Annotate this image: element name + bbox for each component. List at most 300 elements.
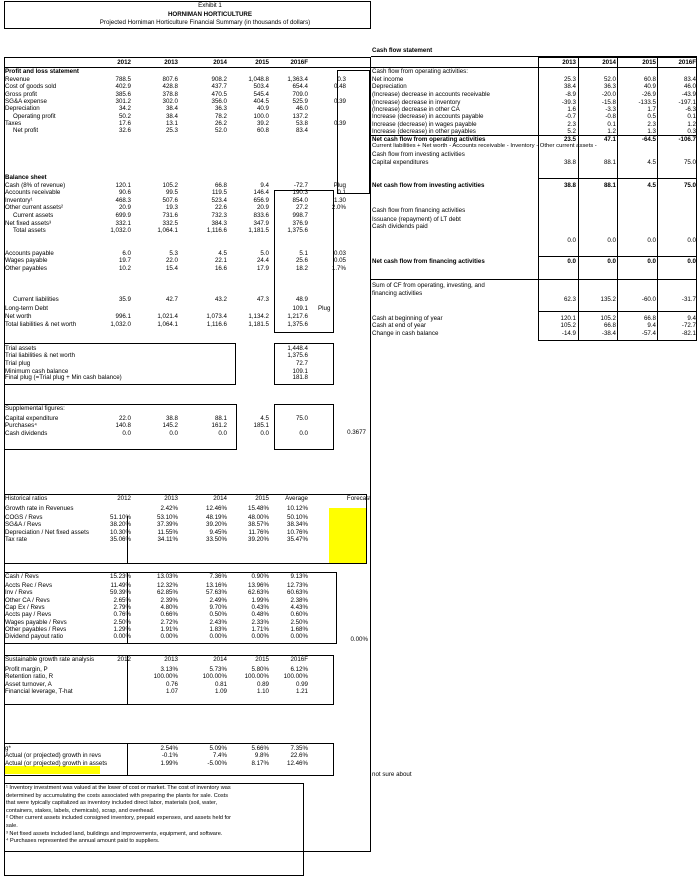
exhibit-label: Exhibit 1 [198,2,222,9]
year-header: 2016F [290,59,308,66]
bs-value: 24.4 [256,257,269,265]
bs-value: 376.9 [292,219,308,227]
ratio-value: 1.29% [113,625,131,633]
ratio-label: Depreciation / Net fixed assets [5,528,89,536]
supp-value: 0.0 [122,429,131,437]
cf-value: 38.8 [563,159,576,166]
bs-value: 384.3 [211,219,227,227]
bs-value: 25.6 [295,257,308,265]
trial-label: Trial liabilities & net worth [5,352,75,360]
pnl-value: 788.5 [115,76,131,83]
bs-value: 15.4 [165,264,178,272]
footnote: ⁴ Purchases represented the annual amount paid to suppliers. [6,838,160,845]
sgr-value: 100.00% [283,673,308,681]
ratio-value: 7.36% [209,573,227,580]
ratio-value: 1.91% [160,625,178,633]
cf-label: Issuance (repayment) of LT debt [372,216,461,223]
pnl-value: 356.0 [211,98,227,106]
ratio-col-header: 2012 [117,495,131,502]
bs-value: 105.2 [162,182,178,189]
ratio-value: 1.99% [251,596,269,604]
ratio-forecast: 0.00% [350,636,368,643]
bs-value: 5.3 [169,250,178,257]
sgr-value: 1.09 [214,688,227,696]
bs-assumption: 1.7% [331,264,346,272]
bs-value: 90.6 [118,189,131,197]
sgr-value: 0.99 [295,680,308,688]
cf-value: -133.5 [638,98,656,106]
trial-value: 1,448.4 [287,345,308,352]
sgr-label: Financial leverage, T-hat [5,688,73,696]
cf-total-value: 47.1 [603,136,616,143]
ratio-value: 2.33% [251,618,269,626]
supp-value: 0.0 [299,429,308,437]
cf-label: Increase (decrease) in other payables [372,127,476,135]
bs-value: 99.5 [165,189,178,197]
pnl-value: 38.4 [165,105,178,113]
sgr-value: 1.10 [256,688,269,696]
ratio-value: 39.20% [206,521,227,529]
ratio-value: 13.16% [206,581,227,589]
ratio-value: 0.00% [160,633,178,641]
cf-value: 1.7 [647,105,656,113]
supp-value: 75.0 [295,415,308,422]
bs-value: 1,021.4 [157,313,178,320]
year-header: 2012 [117,59,131,66]
pnl-value: 60.8 [256,127,269,135]
cf-label: Change in cash balance [372,329,439,337]
pnl-label: Depreciation [5,105,40,113]
sgr-col-header: 2016F [290,656,308,663]
bs-assumption: 1.30 [333,196,346,204]
pnl-value: 32.6 [118,127,131,135]
pnl-title: Profit and loss statement [5,68,79,75]
cf-value: 105.2 [600,315,616,322]
ratio-value: 9.13% [290,573,308,580]
cf-total-value: 0.0 [607,258,616,265]
cf-value: 25.3 [563,76,576,83]
supp-label: Capital expenditure [5,415,59,422]
cf-title: Cash flow statement [372,47,433,54]
cf-value: 46.0 [683,83,696,91]
ratio-label: Cap Ex / Revs [5,603,45,611]
bs-value: 6.0 [122,250,131,257]
bs-value: 1,217.6 [287,313,308,320]
bs-label: Other payables [5,264,47,272]
ratio-value: 15.23% [110,573,131,580]
ratio-value: 12.46% [206,505,227,512]
trial-value: 1,375.6 [287,352,308,360]
bs-value: 1,032.0 [110,227,131,235]
bs-value: 22.6 [214,204,227,212]
footnote: containers, stakes, labels, chemicals), scrap, and overhead. [6,807,155,814]
cf-label: (Increase) decrease in accounts receivable [372,90,490,98]
col-rule [127,655,128,705]
pnl-label: Revenue [5,76,30,83]
pnl-value: 52.0 [214,127,227,135]
bs-label: Total liabilities & net worth [5,321,77,328]
ratio-value: 0.43% [251,603,269,611]
sgr-value: 0.76 [165,680,178,688]
cf-year-header: 2013 [562,59,576,66]
sgr-box [4,655,334,705]
bs-value: 22.0 [165,257,178,265]
cf-value: -60.0 [641,296,656,303]
pnl-value: 437.7 [211,83,227,91]
ratio-value: 10.76% [287,528,308,536]
ratio-value: 2.79% [113,603,131,611]
pnl-label: SG&A expense [5,98,47,106]
bs-value: 523.4 [211,196,227,204]
bs-label: Net fixed assets³ [5,219,52,227]
bs-value: 43.2 [214,296,227,303]
bs-value: 656.9 [253,196,269,204]
ratio-value: 9.45% [209,528,227,536]
bs-value: 66.8 [214,182,227,189]
pnl-value: 428.8 [162,83,178,91]
sgr-label: Actual (or projected) growth in revs [5,752,101,760]
cf-value: -43.9 [681,90,696,98]
sgr-value: 5.09% [209,745,227,752]
cf-total-value: 0.0 [647,258,656,265]
sgr-box-2 [4,743,334,776]
bs-label: Cash (8% of revenue) [5,182,66,189]
ratio-col-header: Forecast [346,495,371,502]
cf-value: 60.8 [643,76,656,83]
ratio-value: 57.63% [206,589,227,597]
ratio-value: 38.20% [110,521,131,529]
sgr-value: 1.99% [160,759,178,767]
bs-value: 20.9 [256,204,269,212]
bs-value: 332.5 [162,219,178,227]
trial-box [4,343,236,385]
bs-value: 42.7 [165,296,178,303]
pnl-value: 709.0 [292,90,308,98]
cf-total-value: 23.5 [563,136,576,143]
cf-total-value: 88.1 [603,182,616,189]
ratio-value: 37.39% [157,521,178,529]
cf-value: 36.3 [603,83,616,91]
bs-value: 1,064.1 [157,321,178,328]
ratio-value: 12.32% [157,581,178,589]
ratio-label: Other CA / Revs [5,596,50,604]
bs-value: 48.9 [295,296,308,303]
sgr-value: 22.6% [290,752,308,760]
cf-total-value: 0.0 [687,258,696,265]
cf-year-header: 2016F [678,59,696,66]
cf-value: -72.7 [681,322,696,330]
cf-value: -3.3 [605,105,616,113]
bs-value: 1,375.6 [287,321,308,328]
trial-values-box [274,343,334,385]
ratio-label: Inv / Revs [5,589,33,597]
cf-value: -57.4 [641,329,656,337]
sgr-value: 2.54% [160,745,178,752]
cf-value: -39.3 [561,98,576,106]
rule-line [538,311,697,312]
ratio-label: Accts pay / Revs [5,611,52,619]
sgr-label: Actual (or projected) growth in assets [5,759,108,767]
bs-value: 1,073.4 [206,313,227,320]
ratio-value: 53.10% [157,513,178,521]
ratios-box-2 [4,572,337,644]
rule-line [657,57,658,341]
bs-label: Accounts payable [5,250,54,257]
cf-value: 38.4 [563,83,576,91]
ratio-value: 1.68% [290,625,308,633]
ratio-value: 12.73% [287,581,308,589]
rule-line [578,57,579,341]
ratio-value: 2.43% [209,618,227,626]
pnl-assumption: 0.39 [333,120,346,128]
trial-value: 109.1 [292,368,308,376]
ratio-col-header: 2015 [255,495,269,502]
sgr-value: 100.00% [202,673,227,681]
ratio-value: 1.83% [209,625,227,633]
cf-total-value: 75.0 [683,182,696,189]
pnl-value: 83.4 [295,127,308,135]
supp-value: 145.2 [162,422,178,430]
pnl-value: 26.2 [214,120,227,128]
trial-label: Minimum cash balance [5,368,69,376]
ratio-value: 48.00% [248,513,269,521]
bs-value: 4.5 [218,250,227,257]
cf-value: 88.1 [603,159,616,166]
cf-value: 52.0 [603,76,616,83]
ratio-value: 35.47% [287,535,308,543]
ratio-value: 50.10% [287,513,308,521]
cf-value: 2.3 [647,120,656,128]
bs-value: 35.9 [118,296,131,303]
footnote: determined by accumulating the costs associated with preparing the plants for sale. Costs [6,792,229,799]
cf-total-label: Net cash flow from investing activities [372,182,485,189]
cf-value: 0.5 [647,113,656,121]
pnl-label: Gross profit [5,90,37,98]
sgr-value: 3.13% [160,666,178,673]
cf-year-header: 2015 [642,59,656,66]
pnl-value: 36.3 [214,105,227,113]
bs-assumption: 0.1 [337,189,346,197]
bs-assumption: 2.0% [331,204,346,212]
pnl-value: 13.1 [165,120,178,128]
bs-assumption: 0.03 [333,250,346,257]
ratio-value: 13.96% [248,581,269,589]
cf-total-value: 4.5 [647,182,656,189]
ratio-value: 15.48% [248,505,269,512]
cf-value: 0.0 [687,237,696,244]
cf-value: -0.8 [605,113,616,121]
trial-label: Trial assets [5,345,37,352]
bs-assumption: Plug [318,305,331,312]
bs-value: 998.7 [292,212,308,220]
pnl-value: 53.8 [295,120,308,128]
bs-assumption: Plug [333,182,346,189]
ratio-value: 11.49% [110,581,131,589]
ratio-value: 33.50% [206,535,227,543]
ratio-value: 0.00% [290,633,308,641]
forecast-box [337,70,370,194]
ratio-value: 4.43% [290,603,308,611]
pnl-value: 908.2 [211,76,227,83]
pnl-value: 525.9 [292,98,308,106]
cf-value: 83.4 [683,76,696,83]
bs-value: 9.4 [260,182,269,189]
cf-label: Increase (decrease) in wages payable [372,120,477,128]
bs-value: 119.5 [211,189,227,197]
cf-label: financing activities [372,290,423,297]
bs-value: 5.1 [299,250,308,257]
cf-value: 9.4 [647,322,656,330]
cf-value: 5.2 [567,127,576,135]
sgr-value: 6.12% [290,666,308,673]
cf-value: 75.0 [683,159,696,166]
supp-value: 0.0 [218,429,227,437]
cf-value: 1.6 [567,105,576,113]
cf-value: 0.0 [567,237,576,244]
ratio-value: 34.11% [157,535,178,543]
ratio-value: 0.50% [209,611,227,619]
ratios-box [4,494,367,564]
pnl-value: 137.2 [292,112,308,120]
ratio-value: 39.20% [248,535,269,543]
pnl-value: 402.9 [115,83,131,91]
pnl-value: 1,048.8 [248,76,269,83]
cf-subtitle: Cash flow from operating activities: [372,68,468,75]
cf-label: Cash at end of year [372,322,427,330]
cf-value: 0.0 [607,237,616,244]
cf-value: 105.2 [560,322,576,330]
bs-label: Other current assets² [5,204,64,212]
note-text: not sure about [372,771,412,778]
ratio-value: 9.70% [209,603,227,611]
bs-value: 16.6 [214,264,227,272]
bs-value: 468.3 [115,196,131,204]
footnote: ² Other current assets included consigned inventory, prepaid expenses, and assets held for [6,815,232,822]
pnl-value: 34.2 [118,105,131,113]
bs-value: 833.6 [253,212,269,220]
ratio-value: 35.06% [110,535,131,543]
cf-value: 0.1 [687,113,696,121]
sgr-label: g* [5,745,11,752]
sgr-value: 100.00% [153,673,178,681]
bs-value: 1,116.6 [206,321,227,328]
ratios-title: Historical ratios [5,495,48,502]
ratio-value: 0.90% [251,573,269,580]
sgr-value: -5.00% [207,759,227,767]
cf-value: -31.7 [681,296,696,303]
ratio-value: 48.19% [206,513,227,521]
ratio-label: Tax rate [5,535,28,543]
footnote-box [4,783,304,876]
ratio-label: Growth rate in Revenues [5,505,74,512]
cf-subtitle: Cash flow from financing activities [372,207,466,214]
bs-label: Accounts receivable [5,189,61,197]
cf-value: 1.2 [687,120,696,128]
bs-label: Current assets [13,212,54,220]
bs-value: 1,032.0 [110,321,131,328]
year-header: 2014 [213,59,227,66]
bs-value: 5.0 [260,250,269,257]
bs-value: 347.9 [253,219,269,227]
cf-value: -82.1 [681,329,696,337]
pnl-value: 25.3 [165,127,178,135]
trial-label: Trial plug [5,359,31,367]
sgr-col-header: 2014 [213,656,227,663]
bs-value: 120.1 [115,182,131,189]
ratio-label: Other payables / Revs [5,625,67,633]
pnl-assumption: 0.48 [333,83,346,91]
bs-value: 1,375.6 [287,227,308,235]
cf-total-label: Net cash flow from financing activities [372,258,485,265]
ratio-value: 10.30% [110,528,131,536]
ratio-label: COGS / Revs [5,513,43,521]
bs-assumption: 0.05 [333,257,346,265]
ratio-value: 2.65% [113,596,131,604]
pnl-label: Taxes [5,120,22,128]
footnote: sale. [6,823,18,829]
bs-value: 996.1 [115,313,131,320]
year-header: 2015 [255,59,269,66]
ratio-value: 59.39% [110,589,131,597]
bs-label: Long-term Debt [5,305,48,312]
bs-value: 1,116.6 [206,227,227,235]
cf-value: -0.7 [565,113,576,121]
cf-value: -38.4 [601,329,616,337]
cf-label: (Increase) decrease in other CA [372,105,460,113]
bs-value: 1,181.5 [248,227,269,235]
cf-label: Capital expenditures [372,159,429,166]
header-box [4,1,371,29]
sgr-value: 8.17% [251,759,269,767]
pnl-value: 40.9 [256,105,269,113]
trial-value: 181.8 [292,374,308,382]
supp-title: Supplemental figures: [5,405,65,412]
supp-value: 161.2 [211,422,227,430]
supp-value: 185.1 [253,422,269,430]
bs-label: Total assets [13,227,46,235]
cf-total-value: -106.7 [678,136,696,143]
supp-label: Cash dividends [5,429,48,437]
sgr-value: 12.46% [287,759,308,767]
ratio-col-header: 2013 [164,495,178,502]
supp-box [4,404,237,450]
cf-total-label: Net cash flow from operating activities [372,136,486,143]
ratio-value: 4.80% [160,603,178,611]
cf-subtitle: Cash flow from investing activities [372,151,465,158]
sgr-label: Asset turnover, A [5,680,52,688]
sgr-value: 5.73% [209,666,227,673]
cf-label: (Increase) decrease in inventory [372,98,461,106]
company-title: HORNIMAN HORTICULTURE [167,11,253,18]
ratio-value: 0.60% [290,611,308,619]
col-rule [127,572,128,644]
cf-value: 1.3 [647,127,656,135]
col-rule [127,516,128,564]
trial-label: Final plug (=Trial plug + Min cash balance) [5,374,122,382]
pnl-value: 17.6 [118,120,131,128]
bs-value: 19.7 [118,257,131,265]
bs-value: 17.9 [256,264,269,272]
cf-value: 0.1 [607,120,616,128]
ratio-value: 10.12% [287,505,308,512]
sgr-value: 100.00% [244,673,269,681]
pnl-assumption: 0.3 [337,76,346,83]
ratio-value: 2.42% [160,505,178,512]
bs-value: 731.6 [162,212,178,220]
ratio-value: 0.48% [251,611,269,619]
ratio-value: 2.72% [160,618,178,626]
pnl-value: 78.2 [214,112,227,120]
